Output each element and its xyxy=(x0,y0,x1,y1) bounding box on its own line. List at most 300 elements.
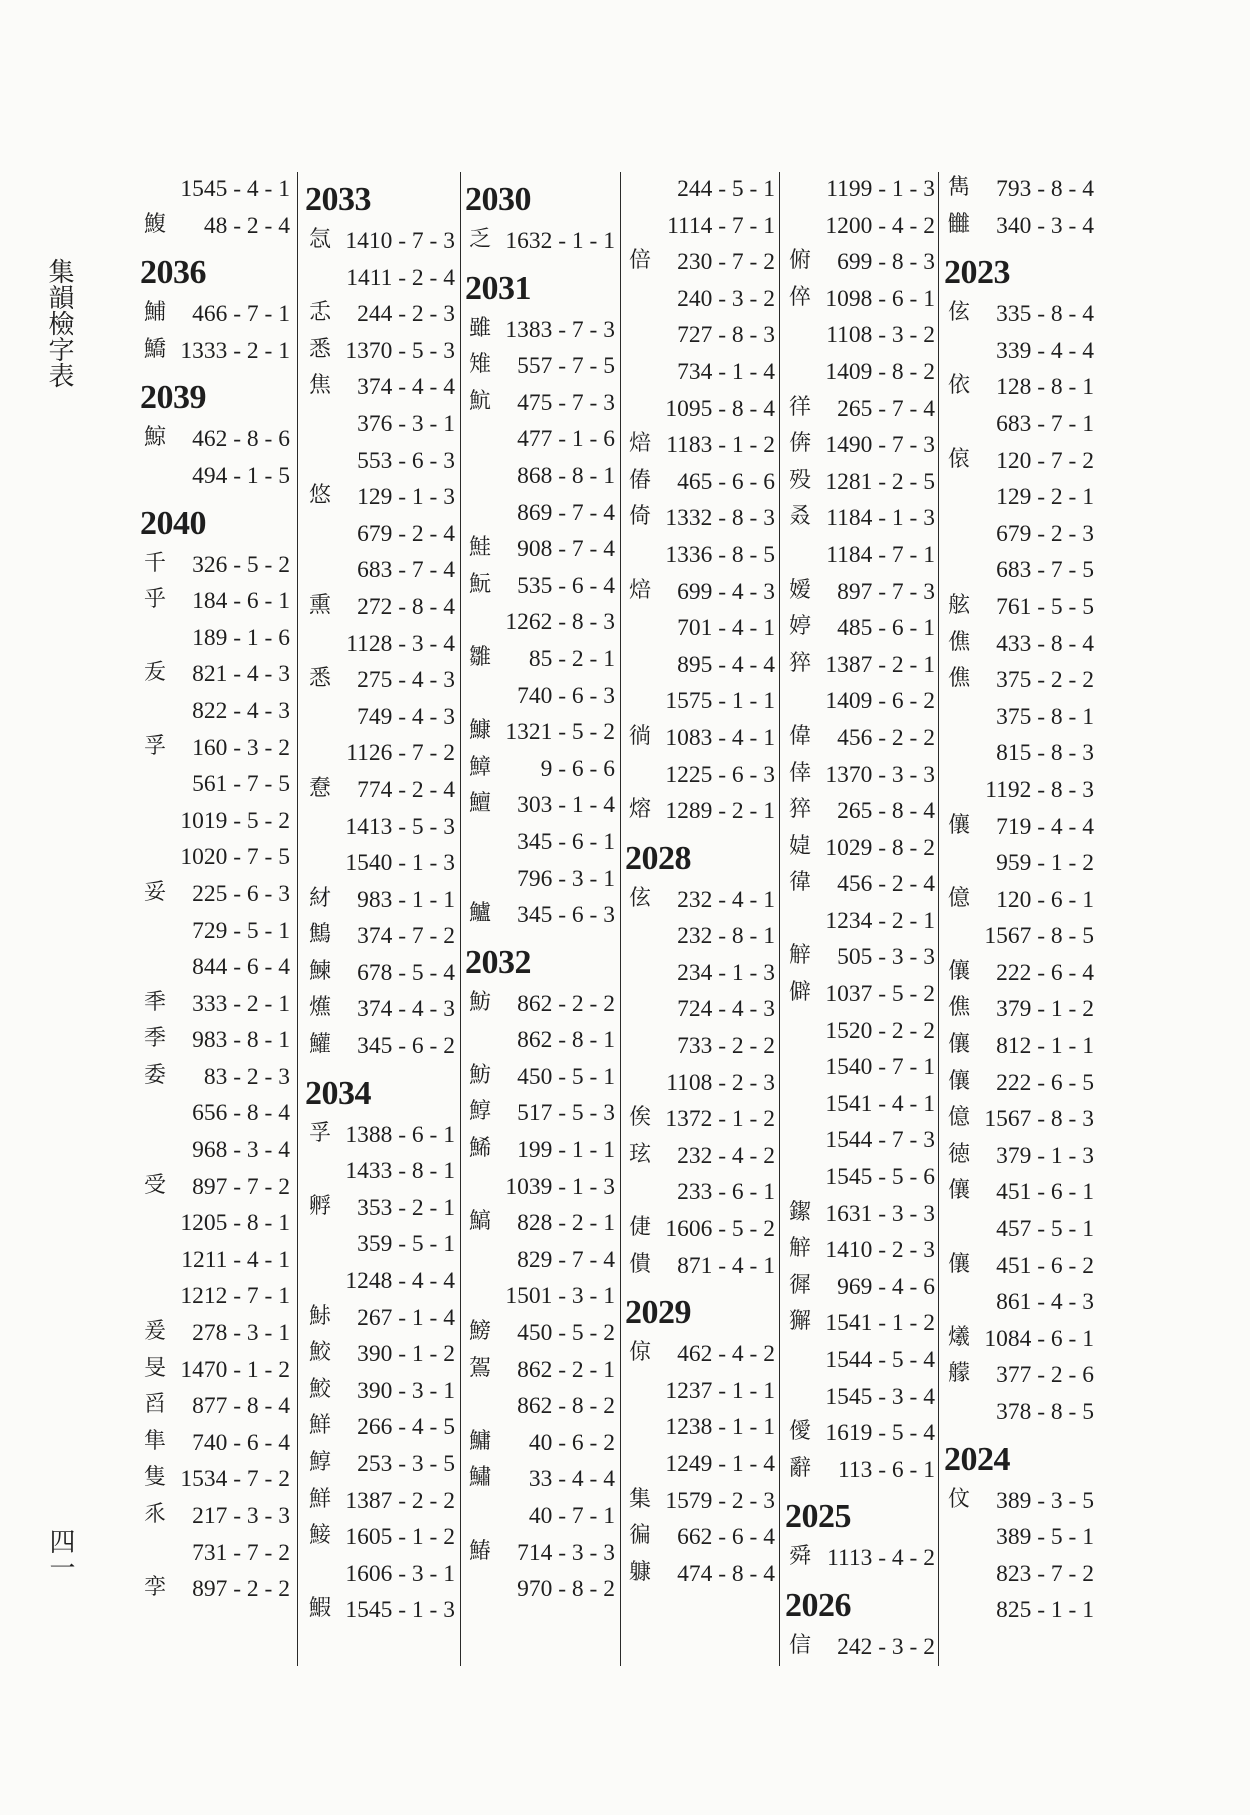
index-entry xyxy=(623,1100,778,1137)
entry-character: 鱅 xyxy=(468,1428,491,1454)
index-entry xyxy=(942,478,1097,515)
page-reference: 1108 - 2 - 3 xyxy=(666,1069,775,1096)
page-reference: 375 - 2 - 2 xyxy=(996,667,1094,694)
code-number: 2039 xyxy=(140,379,206,417)
index-entry xyxy=(138,332,293,369)
index-entry xyxy=(783,1539,938,1576)
index-entry xyxy=(623,1210,778,1247)
page-number: 四一 xyxy=(45,1528,75,1580)
page-reference: 895 - 4 - 4 xyxy=(677,651,775,678)
index-entry xyxy=(623,917,778,954)
entry-character: 焙 xyxy=(628,431,651,457)
index-entry xyxy=(623,756,778,793)
index-entry xyxy=(138,1277,293,1314)
entry-character: 僬 xyxy=(947,995,970,1021)
index-entry xyxy=(783,1414,938,1451)
index-entry xyxy=(623,646,778,683)
index-entry xyxy=(303,442,458,479)
index-entry xyxy=(303,661,458,698)
entry-character: 偉 xyxy=(788,723,811,749)
entry-character: 鱆 xyxy=(468,754,491,780)
index-entry xyxy=(942,1100,1097,1137)
code-number: 2031 xyxy=(465,269,531,307)
entry-character: 伩 xyxy=(947,1486,970,1512)
page-reference: 234 - 1 - 3 xyxy=(677,959,775,986)
index-entry xyxy=(463,1168,618,1205)
index-entry xyxy=(783,1048,938,1085)
four-corner-code-heading xyxy=(783,1576,938,1628)
index-entry xyxy=(623,463,778,500)
index-entry xyxy=(463,384,618,421)
entry-character: 叒 xyxy=(788,504,811,530)
page-reference: 1084 - 6 - 1 xyxy=(984,1325,1094,1352)
page-reference: 862 - 2 - 2 xyxy=(517,990,615,1017)
entry-character: 委 xyxy=(143,1062,166,1088)
page-reference: 828 - 2 - 1 xyxy=(517,1210,615,1237)
index-entry xyxy=(942,1064,1097,1101)
page-reference: 160 - 3 - 2 xyxy=(192,734,290,761)
index-entry xyxy=(783,316,938,353)
entry-character: 儴 xyxy=(947,812,970,838)
entry-character: 徜 xyxy=(628,723,651,749)
page-reference: 225 - 6 - 3 xyxy=(192,880,290,907)
code-number: 2023 xyxy=(944,254,1010,292)
page-reference: 821 - 4 - 3 xyxy=(192,661,290,688)
entry-character: 鰆 xyxy=(468,1538,491,1564)
index-entry xyxy=(942,442,1097,479)
page-reference: 1387 - 2 - 1 xyxy=(825,651,935,678)
page-reference: 701 - 4 - 1 xyxy=(677,615,775,642)
index-entry xyxy=(138,1168,293,1205)
index-column-4 xyxy=(623,170,778,1665)
entry-character: 鱎 xyxy=(143,336,166,362)
page-reference: 699 - 4 - 3 xyxy=(677,578,775,605)
index-entry xyxy=(463,1021,618,1058)
index-entry xyxy=(942,405,1097,442)
page-reference: 1205 - 8 - 1 xyxy=(180,1210,290,1237)
entry-character: 徧 xyxy=(628,1523,651,1549)
page-reference: 265 - 7 - 4 xyxy=(837,395,935,422)
page-reference: 1200 - 4 - 2 xyxy=(825,212,935,239)
index-entry xyxy=(138,420,293,457)
page-reference: 1534 - 7 - 2 xyxy=(180,1466,290,1493)
page-reference: 908 - 7 - 4 xyxy=(517,536,615,563)
index-entry xyxy=(138,457,293,494)
index-entry xyxy=(138,948,293,985)
index-entry xyxy=(138,765,293,802)
page-reference: 1184 - 1 - 3 xyxy=(826,505,935,532)
four-corner-code-heading xyxy=(463,259,618,311)
page-reference: 462 - 4 - 2 xyxy=(677,1341,775,1368)
page-reference: 517 - 5 - 3 xyxy=(517,1100,615,1127)
page-reference: 265 - 8 - 4 xyxy=(837,798,935,825)
entry-character: 鷦 xyxy=(308,922,331,948)
code-number: 2032 xyxy=(465,943,531,981)
index-entry xyxy=(463,1094,618,1131)
page-reference: 378 - 8 - 5 xyxy=(996,1399,1094,1425)
column-divider xyxy=(779,172,780,1666)
page-reference: 1289 - 2 - 1 xyxy=(665,798,775,825)
index-entry xyxy=(463,823,618,860)
index-entry xyxy=(623,390,778,427)
page-reference: 222 - 6 - 4 xyxy=(996,959,1094,986)
index-entry xyxy=(623,1482,778,1519)
index-entry xyxy=(463,860,618,897)
page-reference: 1199 - 1 - 3 xyxy=(826,176,935,202)
page-reference: 1540 - 1 - 3 xyxy=(345,850,455,877)
page-reference: 1321 - 5 - 2 xyxy=(505,719,615,746)
index-entry xyxy=(942,1518,1097,1555)
page-reference: 1108 - 3 - 2 xyxy=(826,322,935,349)
entry-character: 鱇 xyxy=(468,718,491,744)
entry-character: 爔 xyxy=(947,1324,970,1350)
page-reference: 678 - 5 - 4 xyxy=(357,959,455,986)
index-entry xyxy=(783,938,938,975)
page-reference: 749 - 4 - 3 xyxy=(357,703,455,730)
index-entry xyxy=(138,582,293,619)
index-entry xyxy=(138,1424,293,1461)
page-reference: 1212 - 7 - 1 xyxy=(180,1283,290,1310)
index-entry xyxy=(623,1555,778,1592)
page-reference: 477 - 1 - 6 xyxy=(517,426,615,453)
index-entry xyxy=(783,463,938,500)
index-entry xyxy=(783,1268,938,1305)
index-entry xyxy=(138,875,293,912)
index-entry xyxy=(463,1460,618,1497)
index-entry xyxy=(303,1591,458,1628)
index-entry xyxy=(942,1137,1097,1174)
page-reference: 1019 - 5 - 2 xyxy=(180,807,290,834)
index-entry xyxy=(942,1393,1097,1430)
page-reference: 465 - 6 - 6 xyxy=(677,468,775,495)
index-entry xyxy=(783,865,938,902)
entry-character: 鯑 xyxy=(468,1136,491,1162)
page-reference: 244 - 2 - 3 xyxy=(357,301,455,328)
index-entry xyxy=(138,1570,293,1607)
column-divider xyxy=(620,172,621,1666)
index-entry xyxy=(942,917,1097,954)
page-reference: 1433 - 8 - 1 xyxy=(345,1158,455,1185)
index-entry xyxy=(942,625,1097,662)
entry-character: 鯜 xyxy=(308,1523,331,1549)
column-divider xyxy=(938,172,939,1666)
entry-character: 叐 xyxy=(143,660,166,686)
index-entry xyxy=(942,1482,1097,1519)
page-reference: 1606 - 3 - 1 xyxy=(345,1560,455,1587)
page-reference: 333 - 2 - 1 xyxy=(192,990,290,1017)
page-reference: 1410 - 2 - 3 xyxy=(825,1237,935,1264)
index-entry xyxy=(942,1247,1097,1284)
page-reference: 829 - 7 - 4 xyxy=(517,1246,615,1273)
entry-character: 僓 xyxy=(628,1251,651,1277)
page-reference: 656 - 8 - 4 xyxy=(192,1100,290,1127)
entry-character: 焦 xyxy=(308,373,331,399)
entry-character: 忎 xyxy=(308,300,331,326)
page-reference: 731 - 7 - 2 xyxy=(192,1539,290,1566)
page-reference: 222 - 6 - 5 xyxy=(996,1069,1094,1096)
index-entry xyxy=(623,1064,778,1101)
page-reference: 823 - 7 - 2 xyxy=(996,1560,1094,1587)
page-reference: 1490 - 7 - 3 xyxy=(825,432,935,459)
entry-character: 季 xyxy=(143,1026,166,1052)
page-reference: 683 - 7 - 4 xyxy=(357,557,455,584)
index-entry xyxy=(303,478,458,515)
code-number: 2034 xyxy=(305,1074,371,1112)
entry-character: 僻 xyxy=(788,980,811,1006)
entry-character: 嫒 xyxy=(788,577,811,603)
index-entry xyxy=(623,243,778,280)
page-reference: 1567 - 8 - 5 xyxy=(984,923,1094,950)
index-entry xyxy=(623,1372,778,1409)
entry-character: 忥 xyxy=(308,227,331,252)
four-corner-code-heading xyxy=(138,243,293,295)
index-entry xyxy=(303,515,458,552)
index-entry xyxy=(303,1518,458,1555)
page-reference: 724 - 4 - 3 xyxy=(677,996,775,1023)
index-column-3 xyxy=(463,170,618,1665)
page-reference: 1501 - 3 - 1 xyxy=(505,1283,615,1310)
four-corner-code-heading xyxy=(303,1064,458,1116)
page-reference: 374 - 4 - 4 xyxy=(357,374,455,401)
index-entry xyxy=(783,1341,938,1378)
index-entry xyxy=(783,756,938,793)
index-entry xyxy=(783,1121,938,1158)
page-reference: 1540 - 7 - 1 xyxy=(825,1054,935,1081)
column-divider xyxy=(297,172,298,1666)
code-number: 2028 xyxy=(625,839,691,877)
code-number: 2029 xyxy=(625,1294,691,1332)
page-reference: 1211 - 4 - 1 xyxy=(181,1246,290,1273)
entry-character: 魴 xyxy=(468,1062,491,1088)
index-entry xyxy=(783,719,938,756)
index-entry xyxy=(942,170,1097,207)
index-entry xyxy=(942,207,1097,244)
index-entry xyxy=(942,1210,1097,1247)
page-reference: 1410 - 7 - 3 xyxy=(345,228,455,254)
entry-character: 徉 xyxy=(788,394,811,420)
index-entry xyxy=(138,1497,293,1534)
entry-character: 鰒 xyxy=(143,211,166,237)
entry-character: 熔 xyxy=(628,797,651,823)
page-reference: 457 - 5 - 1 xyxy=(996,1216,1094,1243)
entry-character: 億 xyxy=(947,1105,970,1131)
index-entry xyxy=(942,332,1097,369)
index-entry xyxy=(942,368,1097,405)
index-entry xyxy=(783,243,938,280)
page-reference: 868 - 8 - 1 xyxy=(517,462,615,489)
index-entry xyxy=(463,1131,618,1168)
four-corner-code-heading xyxy=(303,170,458,222)
page-reference: 456 - 2 - 2 xyxy=(837,724,935,751)
entry-character: 魧 xyxy=(468,388,491,414)
page-reference: 1544 - 7 - 3 xyxy=(825,1127,935,1154)
index-entry xyxy=(138,1534,293,1571)
page-reference: 326 - 5 - 2 xyxy=(192,551,290,578)
entry-character: 䊷 xyxy=(308,885,331,911)
page-reference: 1237 - 1 - 1 xyxy=(665,1377,775,1404)
entry-character: 悉 xyxy=(308,666,331,692)
page-reference: 339 - 4 - 4 xyxy=(996,337,1094,364)
page-reference: 1128 - 3 - 4 xyxy=(346,630,455,657)
index-entry xyxy=(783,1158,938,1195)
entry-character: 鮮 xyxy=(308,1413,331,1439)
entry-character: 集 xyxy=(628,1486,651,1512)
page-reference: 232 - 8 - 1 xyxy=(677,923,775,950)
page-reference: 1544 - 5 - 4 xyxy=(825,1347,935,1373)
page-reference: 812 - 1 - 1 xyxy=(996,1033,1094,1060)
entry-character: 倚 xyxy=(628,504,651,530)
page-reference: 232 - 4 - 1 xyxy=(677,886,775,913)
page-reference: 1095 - 8 - 4 xyxy=(665,395,775,422)
index-entry xyxy=(783,792,938,829)
entry-character: 媫 xyxy=(788,833,811,859)
page-reference: 128 - 8 - 1 xyxy=(996,374,1094,401)
page-reference: 345 - 6 - 2 xyxy=(357,1033,455,1060)
page-reference: 1248 - 4 - 4 xyxy=(345,1268,455,1295)
index-entry xyxy=(303,259,458,296)
entry-character: 僬 xyxy=(947,629,970,655)
page-reference: 1184 - 7 - 1 xyxy=(826,541,935,568)
page-reference: 683 - 7 - 5 xyxy=(996,557,1094,584)
page-reference: 1126 - 7 - 2 xyxy=(346,740,455,767)
entry-character: 魴 xyxy=(468,989,491,1015)
index-entry xyxy=(783,1304,938,1341)
four-corner-code-heading xyxy=(942,243,1097,295)
entry-character: 倅 xyxy=(788,284,811,310)
index-entry xyxy=(783,353,938,390)
page-reference: 474 - 8 - 4 xyxy=(677,1560,775,1587)
page-reference: 1336 - 8 - 5 xyxy=(665,541,775,568)
four-corner-code-heading xyxy=(463,170,618,222)
code-number: 2024 xyxy=(944,1440,1010,1478)
entry-character: 信 xyxy=(788,1632,811,1658)
page-reference: 535 - 6 - 4 xyxy=(517,572,615,599)
index-entry xyxy=(463,750,618,787)
page-reference: 861 - 4 - 3 xyxy=(996,1289,1094,1316)
index-entry xyxy=(623,1027,778,1064)
index-entry xyxy=(303,1116,458,1153)
page-reference: 353 - 2 - 1 xyxy=(357,1194,455,1221)
index-entry xyxy=(138,1314,293,1351)
index-entry xyxy=(303,844,458,881)
page-reference: 729 - 5 - 1 xyxy=(192,917,290,944)
index-entry xyxy=(623,1335,778,1372)
index-entry xyxy=(303,405,458,442)
page-reference: 970 - 8 - 2 xyxy=(517,1576,615,1603)
index-entry xyxy=(303,551,458,588)
entry-character: 儴 xyxy=(947,1068,970,1094)
page-reference: 740 - 6 - 3 xyxy=(517,682,615,709)
entry-character: 熏 xyxy=(308,592,331,618)
page-reference: 1619 - 5 - 4 xyxy=(825,1420,935,1447)
entry-character: 億 xyxy=(947,885,970,911)
index-entry xyxy=(942,1320,1097,1357)
index-entry xyxy=(783,1378,938,1415)
entry-character: 徫 xyxy=(788,870,811,896)
page-reference: 1372 - 1 - 2 xyxy=(665,1106,775,1133)
page-reference: 774 - 2 - 4 xyxy=(357,776,455,803)
entry-character: 乎 xyxy=(143,587,166,613)
entry-character: 僬 xyxy=(947,666,970,692)
index-entry xyxy=(303,1189,458,1226)
page-reference: 230 - 7 - 2 xyxy=(677,249,775,276)
page-reference: 1545 - 3 - 4 xyxy=(825,1383,935,1410)
index-entry xyxy=(138,1131,293,1168)
entry-character: 鯨 xyxy=(143,425,166,451)
entry-character: 儴 xyxy=(947,1251,970,1277)
entry-character: 殁 xyxy=(788,467,811,493)
entry-character: 悠 xyxy=(308,483,331,509)
page-reference: 389 - 5 - 1 xyxy=(996,1524,1094,1551)
index-entry xyxy=(623,426,778,463)
index-entry xyxy=(303,771,458,808)
entry-character: 辭 xyxy=(788,1455,811,1481)
page-reference: 456 - 2 - 4 xyxy=(837,871,935,898)
page-reference: 679 - 2 - 4 xyxy=(357,520,455,547)
page-reference: 1225 - 6 - 3 xyxy=(665,761,775,788)
index-entry xyxy=(463,1497,618,1534)
code-number: 2030 xyxy=(465,181,531,218)
page-reference: 1545 - 1 - 3 xyxy=(345,1597,455,1624)
index-entry xyxy=(623,1173,778,1210)
index-entry xyxy=(942,1555,1097,1592)
page-reference: 189 - 1 - 6 xyxy=(192,624,290,651)
index-entry xyxy=(138,1460,293,1497)
index-entry xyxy=(463,1424,618,1461)
index-entry xyxy=(623,990,778,1027)
page-reference: 485 - 6 - 1 xyxy=(837,615,935,642)
page-reference: 897 - 7 - 3 xyxy=(837,578,935,605)
page-reference: 1545 - 5 - 6 xyxy=(825,1164,935,1191)
page-reference: 1541 - 4 - 1 xyxy=(825,1090,935,1117)
entry-character: 倍 xyxy=(628,248,651,274)
index-entry xyxy=(623,280,778,317)
page-reference: 1234 - 2 - 1 xyxy=(825,907,935,934)
page-reference: 1113 - 4 - 2 xyxy=(827,1545,935,1572)
entry-character: 雉 xyxy=(468,352,491,378)
index-entry xyxy=(138,619,293,656)
entry-character: 俯 xyxy=(788,248,811,274)
page-reference: 871 - 4 - 1 xyxy=(677,1252,775,1279)
index-entry xyxy=(463,786,618,823)
page-reference: 793 - 8 - 4 xyxy=(996,176,1094,202)
index-entry xyxy=(623,609,778,646)
page-reference: 1281 - 2 - 5 xyxy=(825,468,935,495)
four-corner-code-heading xyxy=(623,1283,778,1335)
page-reference: 1332 - 8 - 3 xyxy=(665,505,775,532)
four-corner-code-heading xyxy=(463,933,618,985)
page-reference: 272 - 8 - 4 xyxy=(357,593,455,620)
page-reference: 1409 - 6 - 2 xyxy=(825,688,935,715)
page-reference: 33 - 4 - 4 xyxy=(528,1466,615,1493)
page-reference: 1579 - 2 - 3 xyxy=(665,1487,775,1514)
index-entry xyxy=(623,1408,778,1445)
entry-character: 偆 xyxy=(628,467,651,493)
page-reference: 869 - 7 - 4 xyxy=(517,499,615,526)
index-entry xyxy=(138,1021,293,1058)
index-entry xyxy=(138,1387,293,1424)
index-entry xyxy=(463,530,618,567)
page-reference: 1387 - 2 - 2 xyxy=(345,1487,455,1514)
entry-character: 悉 xyxy=(308,336,331,362)
index-entry xyxy=(138,1351,293,1388)
entry-character: 旻 xyxy=(143,1355,166,1381)
page-reference: 253 - 3 - 5 xyxy=(357,1451,455,1477)
index-entry xyxy=(303,1299,458,1336)
page-reference: 1383 - 7 - 3 xyxy=(505,316,615,343)
entry-character: 玹 xyxy=(628,1141,651,1167)
page-reference: 450 - 5 - 2 xyxy=(517,1320,615,1347)
